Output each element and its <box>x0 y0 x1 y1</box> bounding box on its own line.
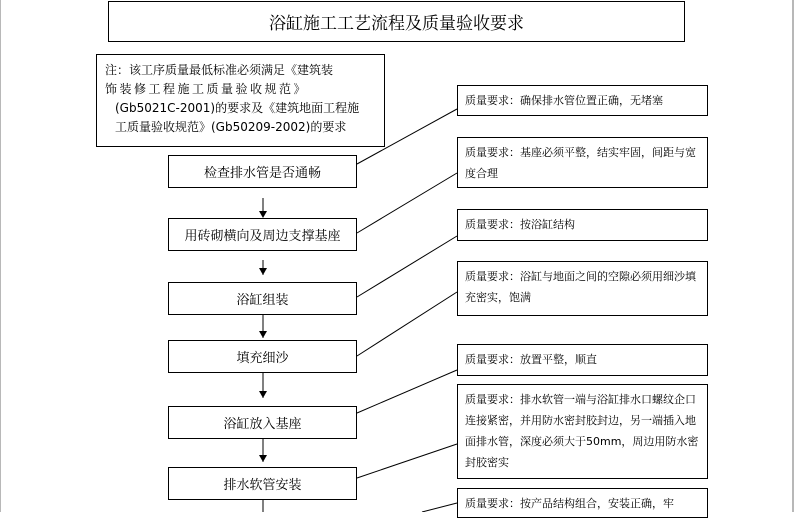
quality-requirement-7: 质量要求：按产品结构组合，安装正确，牢 <box>457 488 708 518</box>
leader-line-3 <box>357 236 457 297</box>
diagram-title: 浴缸施工工艺流程及质量验收要求 <box>108 1 685 42</box>
note-line-3: (Gb5021C-2001)的要求及《建筑地面工程施 <box>115 101 360 115</box>
step-check-drain: 检查排水管是否通畅 <box>168 155 357 188</box>
leader-line-7 <box>422 503 457 512</box>
arrowhead-3 <box>259 331 267 338</box>
step-fill-sand: 填充细沙 <box>168 340 357 373</box>
quality-requirement-5: 质量要求：放置平整，顺直 <box>457 344 708 376</box>
quality-requirement-3: 质量要求：按浴缸结构 <box>457 209 708 241</box>
step-drain-hose: 排水软管安装 <box>168 467 357 500</box>
note-line-1: 注：该工序质量最低标准必须满足《建筑装 <box>105 63 334 77</box>
leader-line-6 <box>357 444 457 478</box>
standard-note <box>96 54 385 147</box>
note-line-2: 饰装修工程施工质量验收规范》 <box>105 82 309 96</box>
quality-requirement-2: 质量要求：基座必须平整，结实牢固，间距与宽度合理 <box>457 137 708 188</box>
arrowhead-2 <box>259 268 267 275</box>
quality-requirement-6: 质量要求：排水软管一端与浴缸排水口螺纹企口连接紧密，并用防水密封胶封边，另一端插入地面排水管，深度必须大于50mm，周边用防水密封胶密实 <box>457 384 708 479</box>
arrowhead-1 <box>259 211 267 218</box>
leader-line-5 <box>357 370 457 413</box>
quality-requirement-4: 质量要求：浴缸与地面之间的空隙必须用细沙填充密实，饱满 <box>457 261 708 316</box>
leader-line-4 <box>357 292 457 356</box>
note-line-4: 工质量验收规范》(Gb50209-2002)的要求 <box>115 120 347 134</box>
arrowhead-5 <box>259 455 267 462</box>
leader-line-2 <box>357 173 457 233</box>
step-place-tub: 浴缸放入基座 <box>168 406 357 439</box>
step-brick-base: 用砖砌横向及周边支撑基座 <box>168 218 357 251</box>
quality-requirement-1: 质量要求：确保排水管位置正确，无堵塞 <box>457 85 708 116</box>
arrowhead-4 <box>259 391 267 398</box>
step-tub-assembly: 浴缸组装 <box>168 282 357 315</box>
